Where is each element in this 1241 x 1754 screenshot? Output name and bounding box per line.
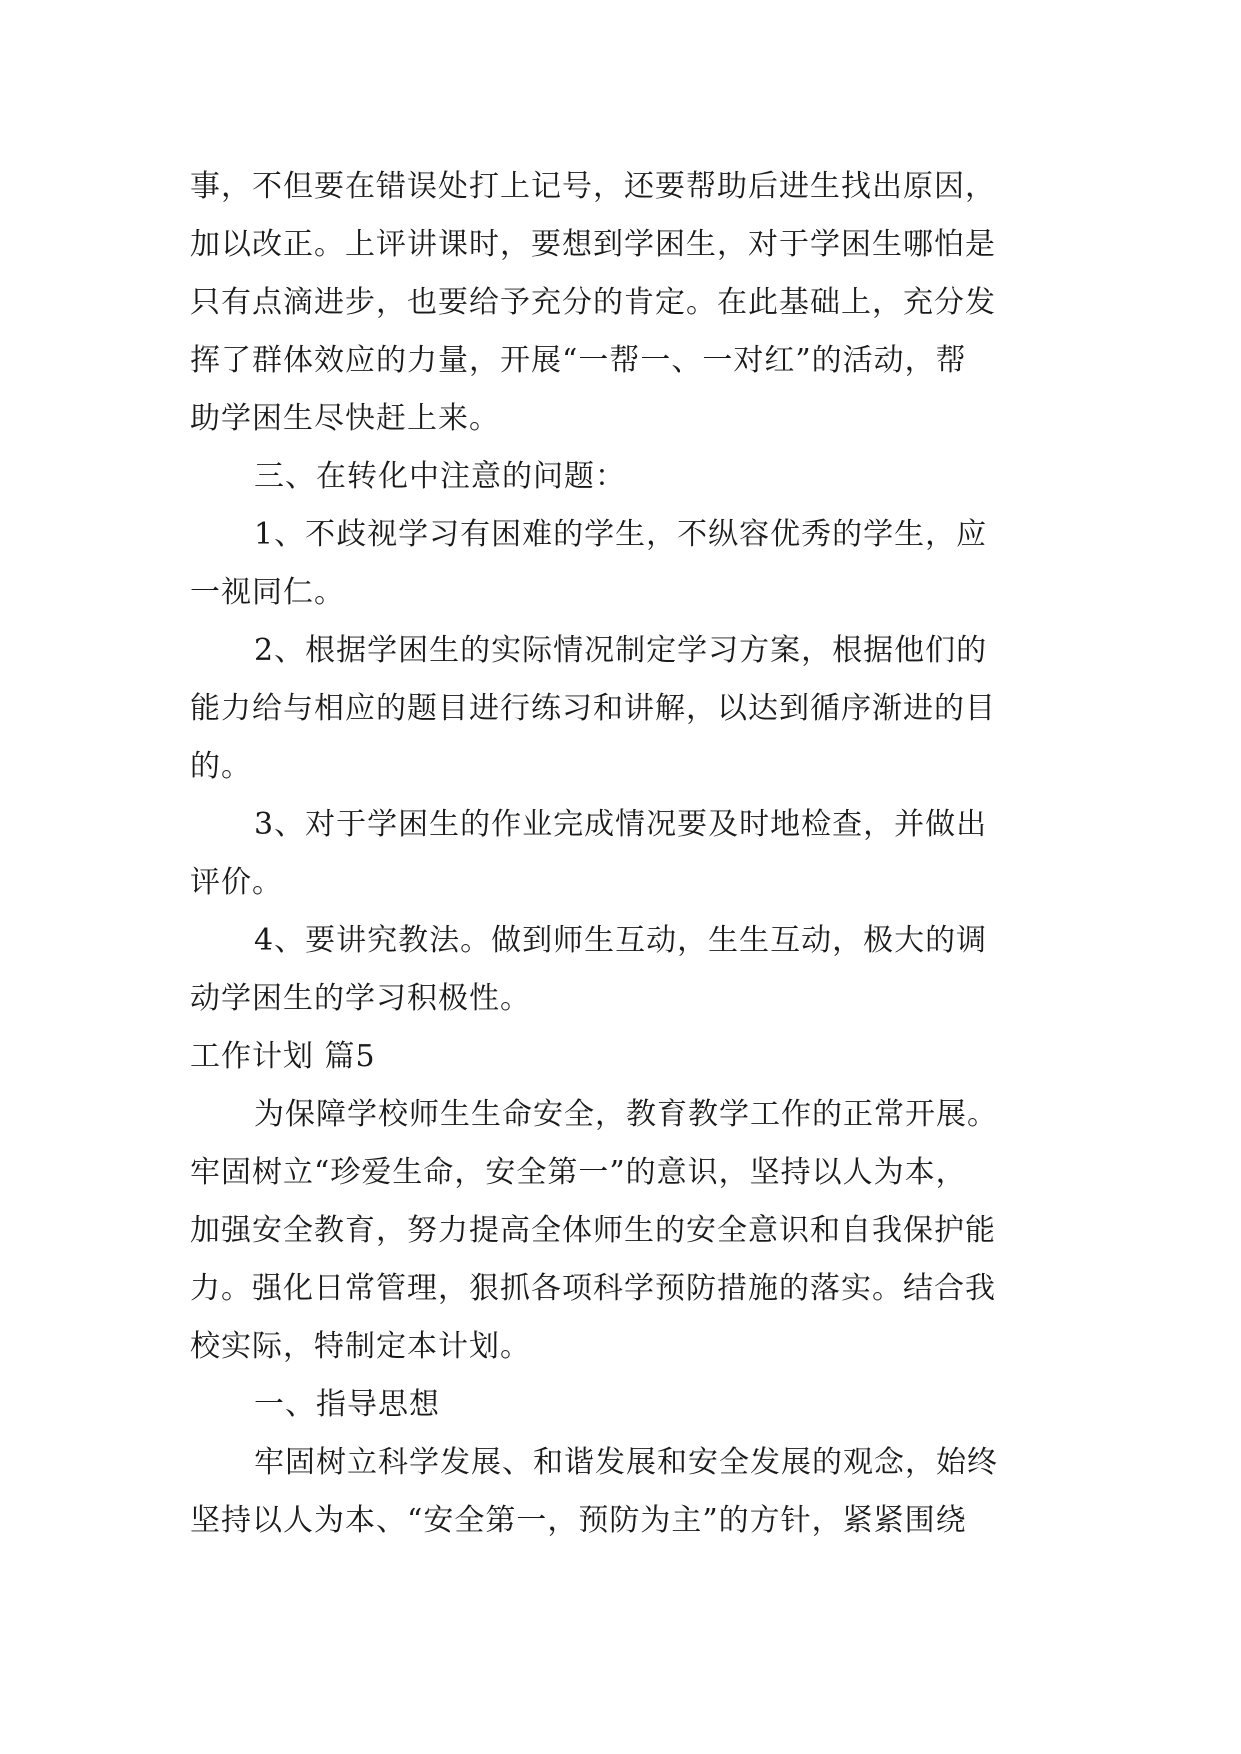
text-line: 的。	[190, 749, 252, 784]
list-item: 1、不歧视学习有困难的学生，不纵容优秀的学生，应	[254, 517, 988, 552]
list-item: 3、对于学困生的作业完成情况要及时地检查，并做出	[254, 807, 988, 842]
text-line: 校实际，特制定本计划。	[190, 1329, 531, 1364]
list-item: 2、根据学困生的实际情况制定学习方案，根据他们的	[254, 633, 988, 668]
text-line: 助学困生尽快赶上来。	[190, 401, 500, 436]
text-line: 一视同仁。	[190, 575, 345, 610]
text-line: 能力给与相应的题目进行练习和讲解，以达到循序渐进的目	[190, 691, 996, 726]
section-heading: 三、在转化中注意的问题：	[254, 459, 626, 494]
text-line: 力。强化日常管理，狠抓各项科学预防措施的落实。结合我	[190, 1271, 996, 1306]
paragraph-start: 牢固树立科学发展、和谐发展和安全发展的观念，始终	[254, 1445, 998, 1480]
list-item: 4、要讲究教法。做到师生互动，生生互动，极大的调	[254, 923, 988, 958]
section-heading: 一、指导思想	[254, 1387, 440, 1422]
text-line: 坚持以人为本、“安全第一，预防为主”的方针，紧紧围绕	[190, 1503, 967, 1538]
text-line: 动学困生的学习积极性。	[190, 981, 531, 1016]
text-line: 挥了群体效应的力量，开展“一帮一、一对红”的活动，帮	[190, 343, 967, 378]
paragraph-start: 为保障学校师生生命安全，教育教学工作的正常开展。	[254, 1097, 998, 1132]
text-line: 牢固树立“珍爱生命，安全第一”的意识，坚持以人为本，	[190, 1155, 967, 1190]
text-line: 加强安全教育，努力提高全体师生的安全意识和自我保护能	[190, 1213, 996, 1248]
text-line: 只有点滴进步，也要给予充分的肯定。在此基础上，充分发	[190, 285, 996, 320]
text-line: 加以改正。上评讲课时，要想到学困生，对于学困生哪怕是	[190, 227, 996, 262]
text-line: 评价。	[190, 865, 283, 900]
article-title: 工作计划 篇5	[190, 1039, 376, 1074]
text-line: 事，不但要在错误处打上记号，还要帮助后进生找出原因，	[190, 169, 996, 204]
document-body	[190, 158, 1052, 1550]
